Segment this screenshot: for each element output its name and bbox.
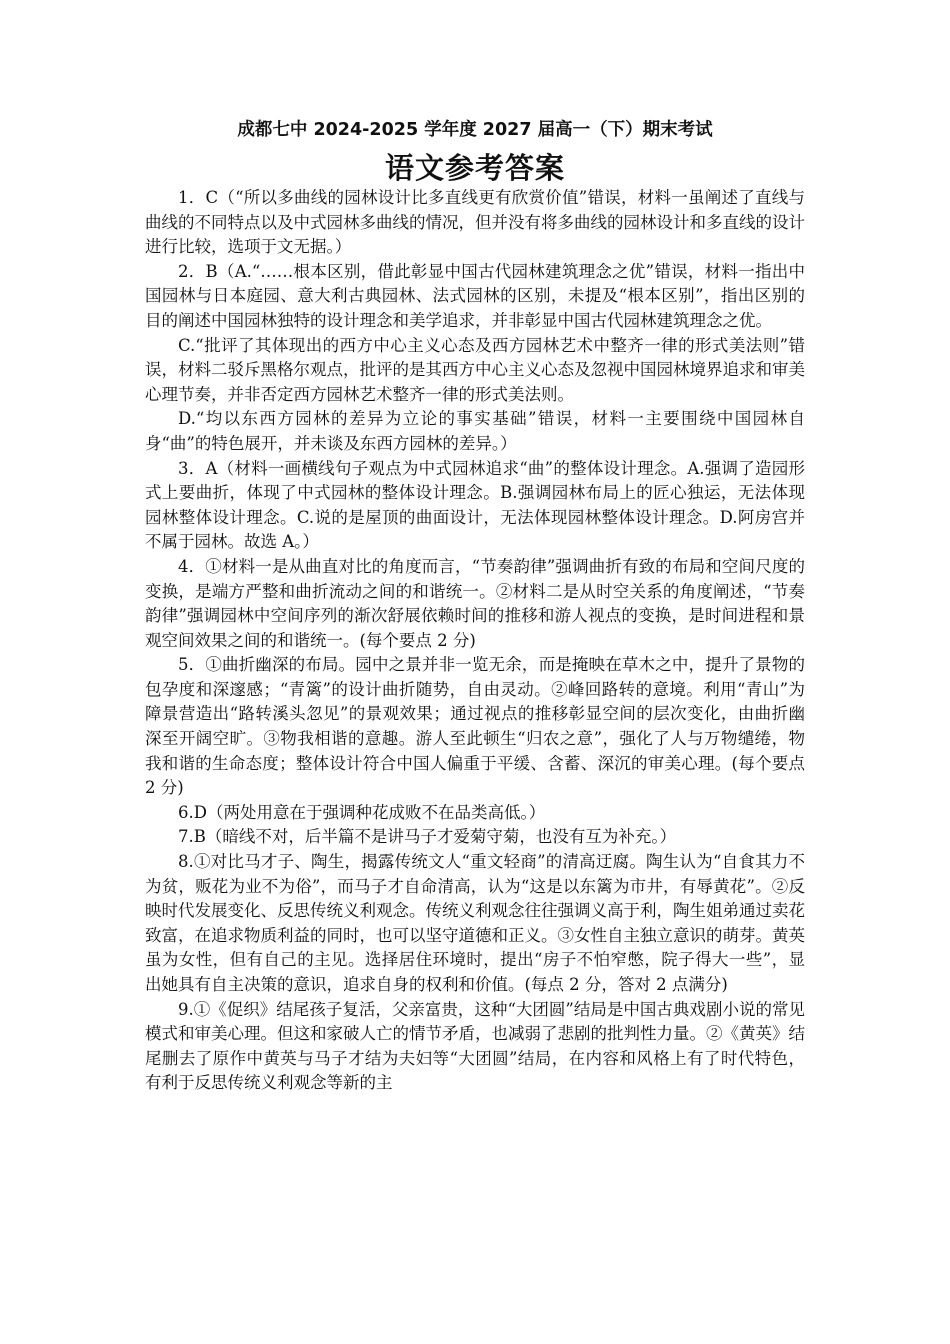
exam-header: 成都七中 2024-2025 学年度 2027 届高一（下）期末考试 [237,120,713,140]
answer-paragraph-2c: C.“批评了其体现出的西方中心主义心态及西方园林艺术中整齐一律的形式美法则”错误，材料二驳斥黑格尔观点，批评的是其西方中心主义心态及忽视中国园林境界追求和审美心理节奏，并非否定西方园林艺术整齐一律的形式美法则。 [145,335,805,404]
answer-paragraph-6: 6.D（两处用意在于强调种花成败不在品类高低。） [178,802,546,822]
answer-paragraph-7: 7.B（暗线不对，后半篇不是讲马子才爱菊守菊，也没有互为补充。） [178,827,677,847]
answer-paragraph-9: 9.①《促织》结尾孩子复活，父亲富贵，这种“大团圆”结局是中国古典戏剧小说的常见模式和审美心理。但这和家破人亡的情节矛盾，也减弱了悲剧的批判性力量。②《黄英》结尾删去了原作中黄英与马子才结为夫妇等“大团圆”结局，在内容和风格上有了时代特色，有利于反思传统义利观念等新的主 [145,999,805,1093]
answer-paragraph-1: 1．C（“所以多曲线的园林设计比多直线更有欣赏价值”错误，材料一虽阐述了直线与曲线的不同特点以及中式园林多曲线的情况，但并没有将多曲线的园林设计和多直线的设计进行比较，选项于文无据。） [145,188,805,257]
answer-paragraph-3: 3．A（材料一画横线句子观点为中式园林追求“曲”的整体设计理念。A.强调了造园形式上要曲折，体现了中式园林的整体设计理念。B.强调园林布局上的匠心独运，无法体现园林整体设计理念。C.说的是屋顶的曲面设计，无法体现园林整体设计理念。D.阿房宫并不属于园林。故选 A。） [145,458,805,552]
answer-paragraph-5: 5．①曲折幽深的布局。园中之景并非一览无余，而是掩映在草木之中，提升了景物的包孕度和深邃感；“青篱”的设计曲折随势，自由灵动。②峰回路转的意境。利用“青山”为障景营造出“路转溪头忽见”的景观效果；通过视点的推移彰显空间的层次变化，由曲折幽深至开阔空旷。③物我相谐的意趣。游人至此顿生“归农之意”，强化了人与万物缱绻，物我和谐的生命态度；整体设计符合中国人偏重于平缓、含蓄、深沉的审美心理。(每个要点 2 分) [145,655,805,798]
answer-paragraph-4: 4．①材料一是从曲直对比的角度而言，“节奏韵律”强调曲折有致的布局和空间尺度的变换，是端方严整和曲折流动之间的和谐统一。②材料二是从时空关系的角度阐述，“节奏韵律”强调园林中空间序列的渐次舒展依赖时间的推移和游人视点的变换，是时间进程和景观空间效果之间的和谐统一。(每个要点 2 分) [145,556,805,650]
answer-paragraph-2: 2．B（A.“……根本区别，借此彰显中国古代园林建筑理念之优”错误，材料一指出中国园林与日本庭园、意大利古典园林、法式园林的区别，未提及“根本区别”，指出区别的目的阐述中国园林独特的设计理念和美学追求，并非彰显中国古代园林建筑理念之优。 [145,261,805,330]
answer-paragraph-8: 8.①对比马才子、陶生，揭露传统文人“重文轻商”的清高迂腐。陶生认为“自食其力不为贫，贩花为业不为俗”，而马子才自命清高，认为“这是以东篱为市井，有辱黄花”。②反映时代发展变化、反思传统义利观念。传统义利观念往往强调义高于利，陶生姐弟通过卖花致富，在追求物质利益的同时，也可以坚守道德和正义。③女性自主独立意识的萌芽。黄英虽为女性，但有自己的主见。选择居住环境时，提出“房子不怕窄憋，院子得大一些”，显出她具有自主决策的意识，追求自身的权利和价值。(每点 2 分，答对 2 点满分) [145,852,805,994]
answer-body [145,186,805,1096]
answer-paragraph-2d: D.“均以东西方园林的差异为立论的事实基础”错误，材料一主要围绕中国园林自身“曲”的特色展开，并未谈及东西方园林的差异。） [145,409,805,453]
page-title: 语文参考答案 [384,151,565,185]
